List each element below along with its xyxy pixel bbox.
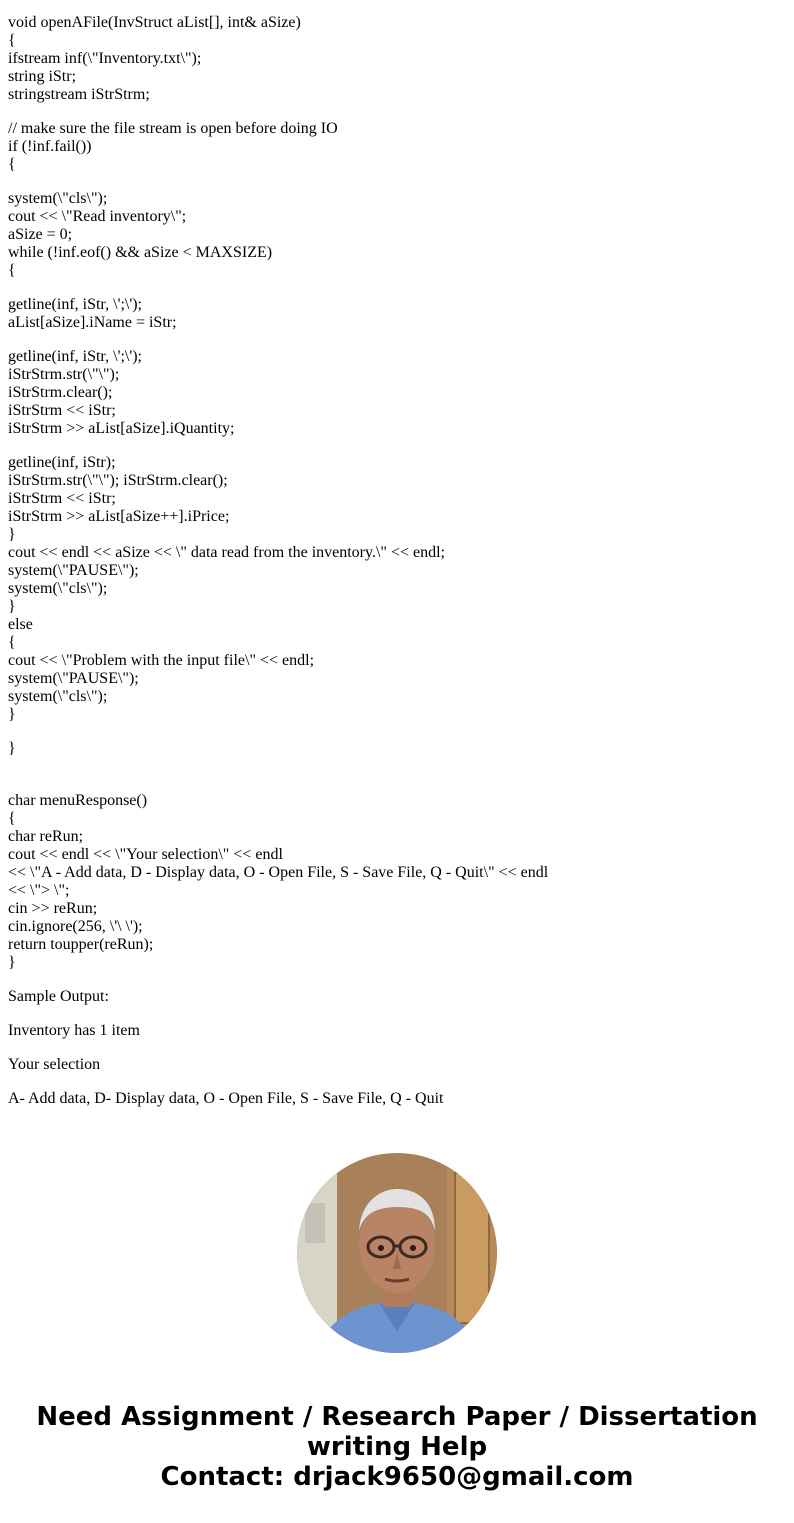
code-block-open-file-header xyxy=(8,14,788,104)
code-line: while (!inf.eof() && aSize < MAXSIZE) xyxy=(8,244,273,261)
code-line: cout << \"Problem with the input file\" << endl; xyxy=(8,652,315,669)
promo-line: writing Help xyxy=(306,1432,488,1462)
code-line: << \"> \"; xyxy=(8,882,70,899)
code-line: system(\"PAUSE\"); xyxy=(8,562,139,579)
code-line: iStrStrm.str(\"\"); xyxy=(8,366,120,383)
code-line: system(\"cls\"); xyxy=(8,190,108,207)
sample-output xyxy=(8,988,788,1108)
code-line: system(\"PAUSE\"); xyxy=(8,670,139,687)
code-line: { xyxy=(8,634,16,651)
code-line: cout << endl << aSize << \" data read from the inventory.\" << endl; xyxy=(8,544,445,561)
avatar-portrait xyxy=(297,1153,497,1353)
code-line: } xyxy=(8,598,16,615)
code-line: ifstream inf(\"Inventory.txt\"); xyxy=(8,50,202,67)
code-line: system(\"cls\"); xyxy=(8,580,108,597)
code-block-menu-response xyxy=(8,792,788,972)
code-block-close xyxy=(8,740,788,758)
promo-line: Need Assignment / Research Paper / Dissertation xyxy=(36,1402,758,1432)
code-line: { xyxy=(8,156,16,173)
code-line: } xyxy=(8,740,16,757)
code-line: getline(inf, iStr, \';\'); xyxy=(8,296,142,313)
code-block-read-price xyxy=(8,454,788,724)
code-block-read-name xyxy=(8,296,788,332)
code-line: cin >> reRun; xyxy=(8,900,98,917)
code-line: string iStr; xyxy=(8,68,77,85)
code-line: iStrStrm >> aList[aSize++].iPrice; xyxy=(8,508,230,525)
sample-output-line: Your selection xyxy=(8,1056,101,1073)
code-line: iStrStrm << iStr; xyxy=(8,402,116,419)
code-line: iStrStrm << iStr; xyxy=(8,490,116,507)
code-line: { xyxy=(8,810,16,827)
avatar xyxy=(297,1153,497,1353)
code-line: char reRun; xyxy=(8,828,84,845)
code-line: iStrStrm.clear(); xyxy=(8,384,113,401)
code-line: getline(inf, iStr); xyxy=(8,454,116,471)
code-line: system(\"cls\"); xyxy=(8,688,108,705)
code-line: } xyxy=(8,954,16,971)
document-body xyxy=(8,14,788,1108)
code-line: } xyxy=(8,526,16,543)
code-block-read-loop xyxy=(8,190,788,280)
code-line: return toupper(reRun); xyxy=(8,936,154,953)
code-line: cout << \"Read inventory\"; xyxy=(8,208,187,225)
sample-output-line: Inventory has 1 item xyxy=(8,1022,140,1039)
code-line: // make sure the file stream is open before doing IO xyxy=(8,120,338,137)
code-line: else xyxy=(8,616,33,633)
code-line: char menuResponse() xyxy=(8,792,148,809)
code-line: if (!inf.fail()) xyxy=(8,138,92,155)
code-line: { xyxy=(8,32,16,49)
code-line: iStrStrm.str(\"\"); iStrStrm.clear(); xyxy=(8,472,228,489)
code-line: stringstream iStrStrm; xyxy=(8,86,150,103)
promo-contact: Contact: drjack9650@gmail.com xyxy=(160,1462,634,1492)
code-line: cout << endl << \"Your selection\" << endl xyxy=(8,846,283,863)
code-line: aList[aSize].iName = iStr; xyxy=(8,314,177,331)
code-line: iStrStrm >> aList[aSize].iQuantity; xyxy=(8,420,235,437)
code-line: getline(inf, iStr, \';\'); xyxy=(8,348,142,365)
code-line: cin.ignore(256, \'\ \'); xyxy=(8,918,143,935)
sample-output-heading: Sample Output: xyxy=(8,988,109,1005)
code-block-fail-check xyxy=(8,120,788,174)
code-line: aSize = 0; xyxy=(8,226,73,243)
code-line: void openAFile(InvStruct aList[], int& aSize) xyxy=(8,14,301,31)
sample-output-line: A- Add data, D- Display data, O - Open File, S - Save File, Q - Quit xyxy=(8,1090,444,1107)
code-line: } xyxy=(8,706,16,723)
promo-banner xyxy=(0,1402,794,1492)
code-block-read-quantity xyxy=(8,348,788,438)
code-line: << \"A - Add data, D - Display data, O - Open File, S - Save File, Q - Quit\" << endl xyxy=(8,864,549,881)
code-line: { xyxy=(8,262,16,279)
